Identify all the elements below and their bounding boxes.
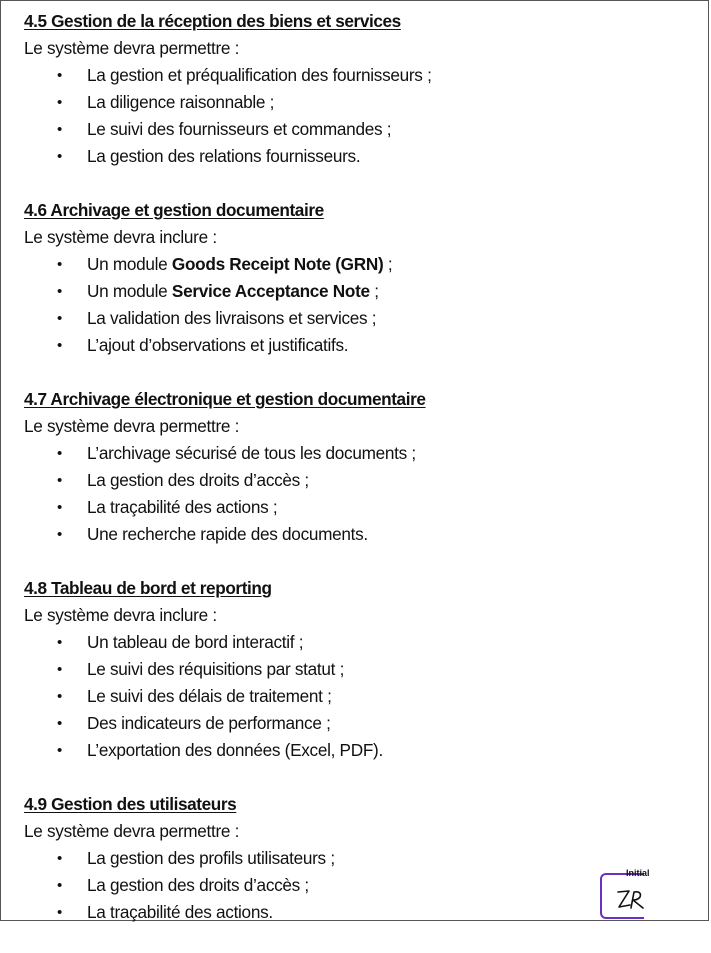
bullet-icon: • — [57, 742, 62, 759]
bullet-list — [24, 62, 684, 170]
list-item — [24, 143, 684, 170]
list-item-text: Le suivi des délais de traitement ; — [87, 686, 332, 706]
bullet-icon: • — [57, 256, 62, 273]
bullet-icon: • — [57, 94, 62, 111]
bullet-icon: • — [57, 148, 62, 165]
list-item-text: Le suivi des réquisitions par statut ; — [87, 659, 345, 679]
list-item-text: L’ajout d’observations et justificatifs. — [87, 335, 349, 355]
bullet-list — [24, 845, 684, 926]
section-intro: Le système devra inclure : — [24, 605, 217, 625]
bullet-icon: • — [57, 877, 62, 894]
list-item-emphasis: Goods Receipt Note (GRN) — [171, 254, 384, 274]
bullet-icon: • — [57, 904, 62, 921]
bullet-list — [24, 629, 684, 764]
section-heading: 4.6 Archivage et gestion documentaire — [24, 200, 324, 220]
list-item-text: Une recherche rapide des documents. — [87, 524, 368, 544]
list-item — [24, 305, 684, 332]
section-heading: 4.5 Gestion de la réception des biens et services — [24, 11, 401, 31]
section-heading: 4.7 Archivage électronique et gestion documentaire — [24, 389, 426, 409]
list-item-text: La gestion des relations fournisseurs. — [87, 146, 361, 166]
list-item-text: Le suivi des fournisseurs et commandes ; — [87, 119, 392, 139]
list-item-text: La validation des livraisons et services ; — [87, 308, 377, 328]
bullet-icon: • — [57, 634, 62, 651]
list-item — [24, 278, 684, 305]
list-item-text: ; — [369, 281, 379, 301]
list-item — [24, 656, 684, 683]
bullet-list — [24, 440, 684, 548]
list-item — [24, 683, 684, 710]
list-item-text: La gestion des profils utilisateurs ; — [87, 848, 335, 868]
list-item — [24, 845, 684, 872]
list-item — [24, 251, 684, 278]
list-item — [24, 737, 684, 764]
list-item-text: L’exportation des données (Excel, PDF). — [87, 740, 383, 760]
bullet-icon: • — [57, 526, 62, 543]
initial-stamp — [600, 868, 662, 920]
list-item — [24, 494, 684, 521]
bullet-icon: • — [57, 337, 62, 354]
list-item — [24, 629, 684, 656]
section-intro: Le système devra permettre : — [24, 821, 240, 841]
list-item-text: La diligence raisonnable ; — [87, 92, 275, 112]
initial-label: Initial — [626, 868, 650, 878]
list-item — [24, 872, 684, 899]
section-heading: 4.8 Tableau de bord et reporting — [24, 578, 272, 598]
list-item-text: L’archivage sécurisé de tous les documents ; — [87, 443, 416, 463]
section-intro: Le système devra permettre : — [24, 38, 240, 58]
list-item-text: La traçabilité des actions. — [87, 902, 273, 922]
bullet-icon: • — [57, 310, 62, 327]
list-item — [24, 467, 684, 494]
bullet-icon: • — [57, 661, 62, 678]
list-item-emphasis: Service Acceptance Note — [171, 281, 370, 301]
bullet-list — [24, 251, 684, 359]
section-intro: Le système devra inclure : — [24, 227, 217, 247]
bullet-icon: • — [57, 283, 62, 300]
list-item — [24, 710, 684, 737]
section — [24, 197, 684, 359]
section — [24, 791, 684, 926]
list-item-text: La gestion des droits d’accès ; — [87, 875, 309, 895]
section-heading: 4.9 Gestion des utilisateurs — [24, 794, 237, 814]
list-item-text: ; — [383, 254, 393, 274]
document-body — [24, 8, 684, 953]
section-intro: Le système devra permettre : — [24, 416, 240, 436]
bullet-icon: • — [57, 445, 62, 462]
list-item-text: La gestion et préqualification des fournisseurs ; — [87, 65, 432, 85]
list-item — [24, 899, 684, 926]
list-item-text: Un tableau de bord interactif ; — [87, 632, 304, 652]
bullet-icon: • — [57, 499, 62, 516]
bullet-icon: • — [57, 121, 62, 138]
list-item-text: La traçabilité des actions ; — [87, 497, 278, 517]
bullet-icon: • — [57, 850, 62, 867]
bullet-icon: • — [57, 715, 62, 732]
list-item — [24, 521, 684, 548]
list-item-text: Un module — [87, 254, 172, 274]
handwritten-signature — [614, 886, 648, 914]
list-item-text: La gestion des droits d’accès ; — [87, 470, 309, 490]
bullet-icon: • — [57, 67, 62, 84]
list-item — [24, 440, 684, 467]
list-item — [24, 62, 684, 89]
section — [24, 8, 684, 170]
section — [24, 575, 684, 764]
list-item — [24, 332, 684, 359]
list-item — [24, 116, 684, 143]
list-item — [24, 89, 684, 116]
section — [24, 386, 684, 548]
bullet-icon: • — [57, 688, 62, 705]
bullet-icon: • — [57, 472, 62, 489]
list-item-text: Un module — [87, 281, 172, 301]
list-item-text: Des indicateurs de performance ; — [87, 713, 331, 733]
